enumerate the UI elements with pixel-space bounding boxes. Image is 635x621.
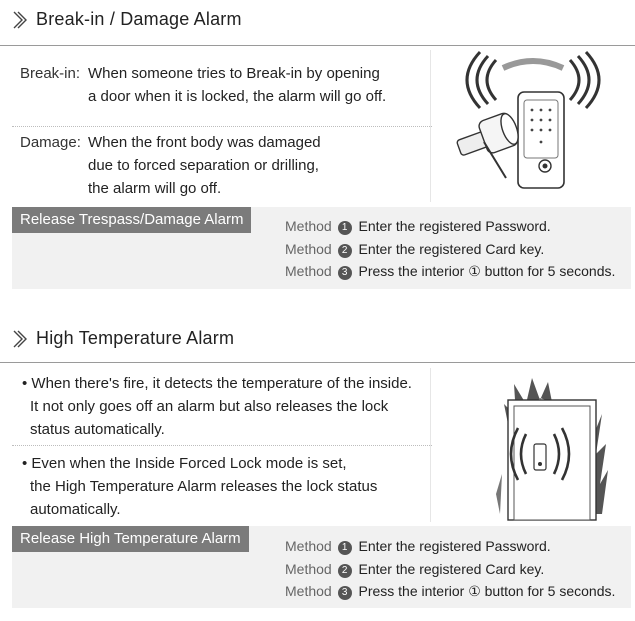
chevron-right-icon	[12, 329, 28, 349]
method-row	[285, 580, 615, 603]
method-row	[285, 238, 615, 261]
release-label-hightemp: Release High Temperature Alarm	[12, 526, 249, 552]
method-text: Enter the registered Card key.	[358, 240, 545, 257]
breakin-line: a door when it is locked, the alarm will go off.	[88, 88, 387, 105]
method-number-badge: 2	[338, 564, 352, 578]
dotted-separator	[12, 126, 432, 127]
method-row	[285, 260, 615, 283]
bullet-line: • Even when the Inside Forced Lock mode is set,	[22, 455, 347, 472]
method-list	[285, 535, 615, 603]
method-number-badge: 2	[338, 244, 352, 258]
method-text: Enter the registered Password.	[358, 218, 551, 234]
section-title-hightemp	[12, 328, 234, 349]
method-row	[285, 558, 615, 581]
vertical-divider	[430, 50, 431, 202]
method-number-badge: 3	[338, 586, 352, 600]
chevron-right-icon	[12, 10, 28, 30]
section-divider	[0, 362, 635, 363]
section-title-breakin	[12, 9, 242, 30]
release-panel-hightemp	[12, 526, 631, 608]
damage-line: due to forced separation or drilling,	[88, 157, 319, 174]
method-label: Method	[285, 538, 332, 554]
method-list	[285, 215, 615, 283]
bullet-line: status automatically.	[30, 421, 165, 438]
method-number-badge: 1	[338, 541, 352, 555]
section-title-text: High Temperature Alarm	[36, 328, 235, 348]
bullet-line: the High Temperature Alarm releases the lock status	[30, 478, 378, 495]
damage-description	[20, 131, 321, 200]
hightemp-bullet-2	[22, 452, 377, 521]
section-title-text: Break-in / Damage Alarm	[36, 9, 242, 29]
damage-line: When the front body was damaged	[88, 134, 321, 151]
method-label: Method	[285, 263, 332, 279]
bullet-line: • When there's fire, it detects the temperature of the inside.	[22, 375, 412, 392]
breakin-term: Break-in:	[20, 65, 81, 82]
method-text: Enter the registered Password.	[358, 538, 551, 554]
door-lock-alarm-illustration	[448, 50, 618, 200]
method-row	[285, 535, 615, 558]
breakin-line: When someone tries to Break-in by opening	[88, 65, 380, 82]
release-label-breakin: Release Trespass/Damage Alarm	[12, 207, 251, 233]
section-divider	[0, 45, 635, 46]
damage-term: Damage:	[20, 134, 81, 151]
bullet-line: automatically.	[30, 501, 121, 518]
method-label: Method	[285, 218, 332, 234]
method-number-badge: 1	[338, 221, 352, 235]
method-label: Method	[285, 240, 332, 257]
method-text: Enter the registered Card key.	[358, 560, 545, 577]
hightemp-bullet-1	[22, 372, 412, 441]
method-text: Press the interior ① button for 5 seconds.	[358, 583, 616, 599]
method-text: Press the interior ① button for 5 seconds.	[358, 263, 616, 279]
method-label: Method	[285, 583, 332, 599]
fire-door-illustration	[490, 374, 610, 522]
method-number-badge: 3	[338, 266, 352, 280]
damage-line: the alarm will go off.	[88, 180, 222, 197]
method-label: Method	[285, 560, 332, 577]
breakin-description	[20, 62, 386, 108]
release-panel-breakin	[12, 207, 631, 289]
dotted-separator	[12, 445, 432, 446]
method-row	[285, 215, 615, 238]
bullet-line: It not only goes off an alarm but also releases the lock	[30, 398, 389, 415]
vertical-divider	[430, 368, 431, 522]
